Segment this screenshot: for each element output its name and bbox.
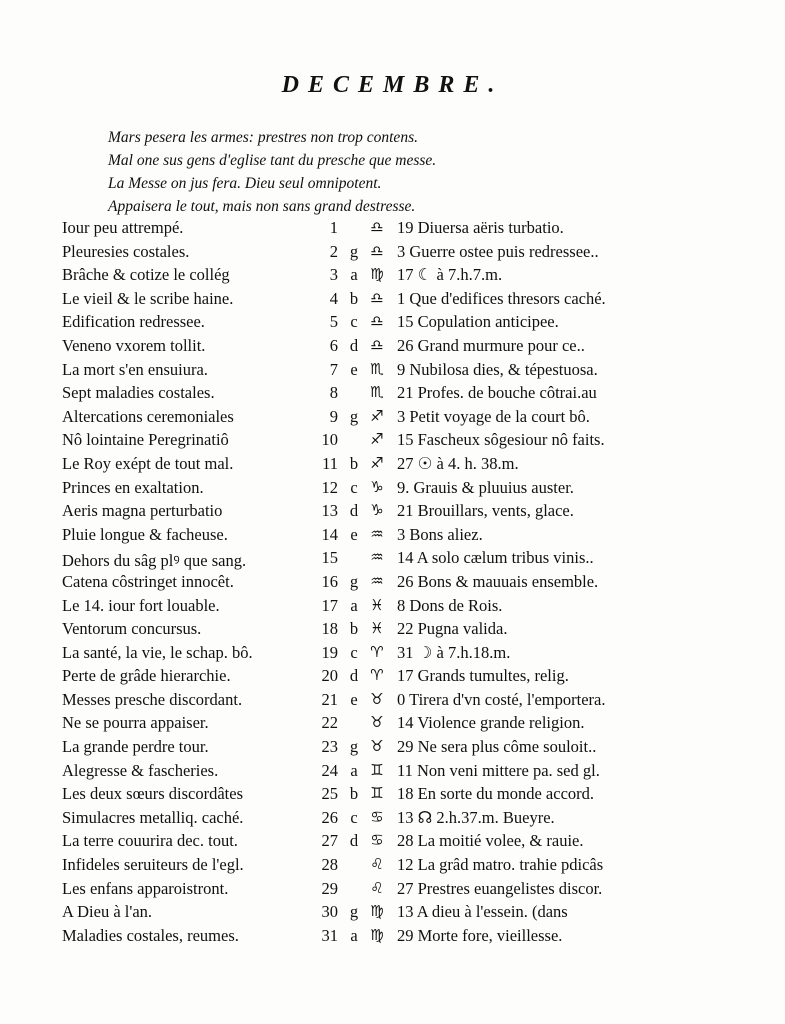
prediction-left: Princes en exaltation. — [62, 477, 204, 497]
calendar-row — [62, 690, 702, 714]
prediction-left: Edification redressee. — [62, 312, 205, 332]
calendar-row — [62, 596, 702, 620]
quatrain-line: La Messe on jus fera. Dieu seul omnipotent. — [108, 175, 382, 192]
prediction-left: Les enfans apparoistront. — [62, 878, 229, 898]
calendar-row — [62, 289, 702, 313]
prediction-right: 22 Pugna valida. — [397, 619, 508, 639]
zodiac-sign-icon: ♎ — [370, 218, 384, 236]
prediction-left: La mort s'en ensuiura. — [62, 359, 208, 379]
dominical-letter: c — [350, 642, 358, 662]
dominical-letter: e — [350, 524, 358, 544]
dominical-letter: a — [350, 265, 358, 285]
calendar-row — [62, 619, 702, 643]
prediction-left: Perte de grâde hierarchie. — [62, 666, 231, 686]
zodiac-sign-icon: ♌ — [370, 878, 384, 897]
day-number: 15 — [321, 548, 338, 568]
zodiac-sign-icon: ♒ — [370, 571, 384, 590]
dominical-letter: g — [349, 737, 359, 757]
zodiac-sign-icon: ♌ — [370, 855, 384, 874]
calendar-row — [62, 831, 702, 855]
prediction-left: Ne se pourra appaiser. — [62, 713, 209, 733]
day-number: 21 — [321, 689, 338, 709]
zodiac-sign-icon: ♎ — [370, 241, 384, 260]
prediction-right: 31 ☽ à 7.h.18.m. — [397, 642, 511, 662]
calendar-row — [62, 218, 702, 242]
calendar-row — [62, 902, 702, 926]
dominical-letter: g — [349, 406, 359, 426]
dominical-letter: c — [350, 807, 358, 827]
day-number: 24 — [321, 760, 338, 780]
prediction-right: 26 Bons & mauuais ensemble. — [397, 571, 599, 591]
day-number: 25 — [321, 784, 338, 804]
prediction-right: 27 ☉ à 4. h. 38.m. — [397, 453, 519, 473]
prediction-left: La grande perdre tour. — [62, 737, 209, 757]
zodiac-sign-icon: ♉ — [370, 689, 384, 708]
zodiac-sign-icon: ♋ — [370, 831, 384, 850]
day-number: 2 — [329, 241, 338, 261]
dominical-letter: a — [350, 595, 358, 615]
prediction-left: Les deux sœurs discordâtes — [62, 784, 244, 804]
calendar-row — [62, 525, 702, 549]
calendar-row — [62, 501, 702, 525]
day-number: 31 — [321, 925, 338, 945]
dominical-letter: d — [349, 666, 359, 686]
day-number: 13 — [321, 501, 338, 521]
zodiac-sign-icon: ♉ — [370, 737, 384, 756]
dominical-letter: b — [349, 784, 359, 804]
prediction-right: 19 Diuersa aëris turbatio. — [397, 218, 564, 237]
page-title: DECEMBRE. — [281, 72, 504, 98]
day-number: 4 — [329, 288, 338, 308]
dominical-letter: e — [350, 689, 358, 709]
zodiac-sign-icon: ♊ — [370, 760, 384, 779]
day-number: 8 — [329, 383, 338, 403]
quatrain-line: Mal one sus gens d'eglise tant du presche que messe. — [108, 152, 437, 169]
prediction-left: Le 14. iour fort louable. — [62, 595, 220, 615]
calendar-row — [62, 926, 702, 950]
prediction-left: Sept maladies costales. — [62, 383, 215, 403]
zodiac-sign-icon: ♑ — [370, 477, 384, 496]
day-number: 12 — [321, 477, 338, 497]
day-number: 5 — [329, 312, 338, 332]
day-number: 16 — [321, 571, 338, 591]
day-number: 18 — [321, 619, 338, 639]
prediction-right: 14 Violence grande religion. — [397, 713, 585, 733]
day-number: 19 — [321, 642, 338, 662]
dominical-letter: a — [350, 925, 358, 945]
dominical-letter: g — [349, 241, 359, 261]
prediction-right: 3 Petit voyage de la court bô. — [397, 406, 590, 426]
zodiac-sign-icon: ♉ — [370, 713, 384, 732]
zodiac-sign-icon: ♈ — [370, 666, 384, 685]
zodiac-sign-icon: ♓ — [370, 595, 384, 614]
prediction-left: A Dieu à l'an. — [62, 902, 153, 922]
prediction-left: Le vieil & le scribe haine. — [62, 288, 234, 308]
quatrain-line: Appaisera le tout, mais non sans grand destresse. — [108, 198, 416, 215]
day-number: 28 — [321, 855, 338, 875]
zodiac-sign-icon: ♐ — [370, 406, 384, 425]
prediction-right: 18 En sorte du monde accord. — [397, 784, 595, 804]
zodiac-sign-icon: ♒ — [370, 524, 384, 543]
zodiac-sign-icon: ♊ — [370, 784, 384, 803]
prediction-left: Infideles seruiteurs de l'egl. — [62, 855, 244, 875]
dominical-letter: d — [349, 335, 359, 355]
day-number: 3 — [329, 265, 338, 285]
calendar-row — [62, 242, 702, 266]
prediction-left: Maladies costales, reumes. — [62, 925, 239, 945]
zodiac-sign-icon: ♎ — [370, 335, 384, 354]
calendar-row — [62, 383, 702, 407]
dominical-letter: a — [350, 760, 358, 780]
day-number: 7 — [329, 359, 338, 379]
dominical-letter: c — [350, 477, 358, 497]
dominical-letter: b — [349, 619, 359, 639]
prediction-right: 28 La moitié volee, & rauie. — [397, 831, 584, 851]
day-number: 20 — [321, 666, 338, 686]
prediction-left: Alegresse & fascheries. — [62, 760, 219, 780]
calendar-row — [62, 336, 702, 360]
calendar-row — [62, 360, 702, 384]
prediction-right: 15 Fascheux sôgesiour nô faits. — [397, 430, 605, 450]
prediction-left: Altercations ceremoniales — [62, 406, 234, 426]
prediction-right: 9. Grauis & pluuius auster. — [397, 477, 574, 497]
prediction-right: 15 Copulation anticipee. — [397, 312, 559, 332]
calendar-row — [62, 407, 702, 431]
quatrain-line: Mars pesera les armes: prestres non trop contens. — [108, 129, 418, 146]
day-number: 17 — [321, 595, 338, 615]
prediction-left: Brâche & cotize le collég — [62, 265, 230, 285]
dominical-letter: d — [349, 831, 359, 851]
prediction-left: Le Roy exépt de tout mal. — [62, 453, 234, 473]
day-number: 27 — [321, 831, 338, 851]
dominical-letter: b — [349, 453, 359, 473]
zodiac-sign-icon: ♑ — [370, 501, 384, 520]
prediction-right: 21 Brouillars, vents, glace. — [397, 501, 574, 521]
calendar-row — [62, 572, 702, 596]
prediction-left: La santé, la vie, le schap. bô. — [62, 642, 253, 662]
calendar-row — [62, 312, 702, 336]
zodiac-sign-icon: ♍ — [370, 265, 384, 284]
day-number: 26 — [321, 807, 338, 827]
calendar-row — [62, 808, 702, 832]
prediction-left: Dehors du sâg plꝰ que sang. — [62, 551, 247, 571]
prediction-right: 8 Dons de Rois. — [397, 595, 503, 615]
zodiac-sign-icon: ♎ — [370, 288, 384, 307]
prediction-right: 29 Ne sera plus côme souloit.. — [397, 737, 597, 757]
day-number: 10 — [321, 430, 338, 450]
dominical-letter: g — [349, 571, 359, 591]
zodiac-sign-icon: ♐ — [370, 430, 384, 449]
day-number: 6 — [329, 335, 338, 355]
prediction-right: 3 Bons aliez. — [397, 524, 483, 544]
prediction-left: Simulacres metalliq. caché. — [62, 807, 244, 827]
zodiac-sign-icon: ♈ — [370, 642, 384, 661]
prediction-left: Veneno vxorem tollit. — [62, 335, 206, 355]
prediction-right: 14 A solo cælum tribus vinis.. — [397, 548, 594, 568]
prediction-right: 29 Morte fore, vieillesse. — [397, 925, 563, 945]
zodiac-sign-icon: ♎ — [370, 312, 384, 331]
calendar-row — [62, 454, 702, 478]
day-number: 9 — [329, 406, 338, 426]
day-number: 11 — [322, 453, 338, 473]
calendar-row — [62, 430, 702, 454]
dominical-letter: g — [349, 902, 359, 922]
prediction-right: 27 Prestres euangelistes discor. — [397, 878, 603, 898]
calendar-row — [62, 265, 702, 289]
quatrain — [108, 126, 668, 218]
calendar-row — [62, 713, 702, 737]
dominical-letter: b — [349, 288, 359, 308]
prediction-left: Nô lointaine Peregrinatiô — [62, 430, 229, 450]
prediction-left: Catena côstringet innocêt. — [62, 571, 234, 591]
zodiac-sign-icon: ♍ — [370, 925, 384, 944]
calendar-row — [62, 761, 702, 785]
calendar-row — [62, 784, 702, 808]
prediction-right: 17 Grands tumultes, relig. — [397, 666, 569, 686]
prediction-left: Pluie longue & facheuse. — [62, 524, 228, 544]
prediction-right: 26 Grand murmure pour ce.. — [397, 335, 585, 355]
calendar-row — [62, 478, 702, 502]
prediction-right: 3 Guerre ostee puis redressee.. — [397, 241, 599, 261]
prediction-right: 9 Nubilosa dies, & tépestuosa. — [397, 359, 598, 379]
zodiac-sign-icon: ♓ — [370, 619, 384, 638]
prediction-right: 1 Que d'edifices thresors caché. — [397, 288, 606, 308]
prediction-left: Iour peu attrempé. — [62, 218, 184, 237]
day-number: 29 — [321, 878, 338, 898]
dominical-letter: e — [350, 359, 358, 379]
zodiac-sign-icon: ♋ — [370, 807, 384, 826]
zodiac-sign-icon: ♏ — [370, 383, 384, 402]
calendar-row — [62, 879, 702, 903]
prediction-right: 17 ☾ à 7.h.7.m. — [397, 265, 503, 285]
prediction-left: La terre couurira dec. tout. — [62, 831, 238, 851]
day-number: 23 — [321, 737, 338, 757]
day-number: 14 — [321, 524, 338, 544]
zodiac-sign-icon: ♒ — [370, 548, 384, 567]
calendar-row — [62, 666, 702, 690]
prediction-right: 13 ☊ 2.h.37.m. Bueyre. — [397, 807, 555, 827]
zodiac-sign-icon: ♐ — [370, 453, 384, 472]
prediction-left: Pleuresies costales. — [62, 241, 190, 261]
prediction-right: 0 Tirera d'vn costé, l'emportera. — [397, 689, 606, 709]
calendar-table — [62, 218, 702, 949]
calendar-row — [62, 855, 702, 879]
dominical-letter: c — [350, 312, 358, 332]
calendar-row — [62, 737, 702, 761]
zodiac-sign-icon: ♍ — [370, 902, 384, 921]
prediction-right: 13 A dieu à l'essein. (dans — [397, 902, 568, 922]
day-number: 30 — [321, 902, 338, 922]
dominical-letter: d — [349, 501, 359, 521]
calendar-row — [62, 548, 702, 572]
calendar-row — [62, 643, 702, 667]
prediction-right: 12 La grâd matro. trahie pdicâs — [397, 855, 604, 875]
prediction-right: 21 Profes. de bouche côtrai.au — [397, 383, 597, 403]
day-number: 22 — [321, 713, 338, 733]
prediction-right: 11 Non veni mittere pa. sed gl. — [397, 760, 600, 780]
zodiac-sign-icon: ♏ — [370, 359, 384, 378]
day-number: 1 — [329, 218, 338, 237]
prediction-left: Aeris magna perturbatio — [62, 501, 223, 521]
prediction-left: Ventorum concursus. — [62, 619, 202, 639]
prediction-left: Messes presche discordant. — [62, 689, 243, 709]
